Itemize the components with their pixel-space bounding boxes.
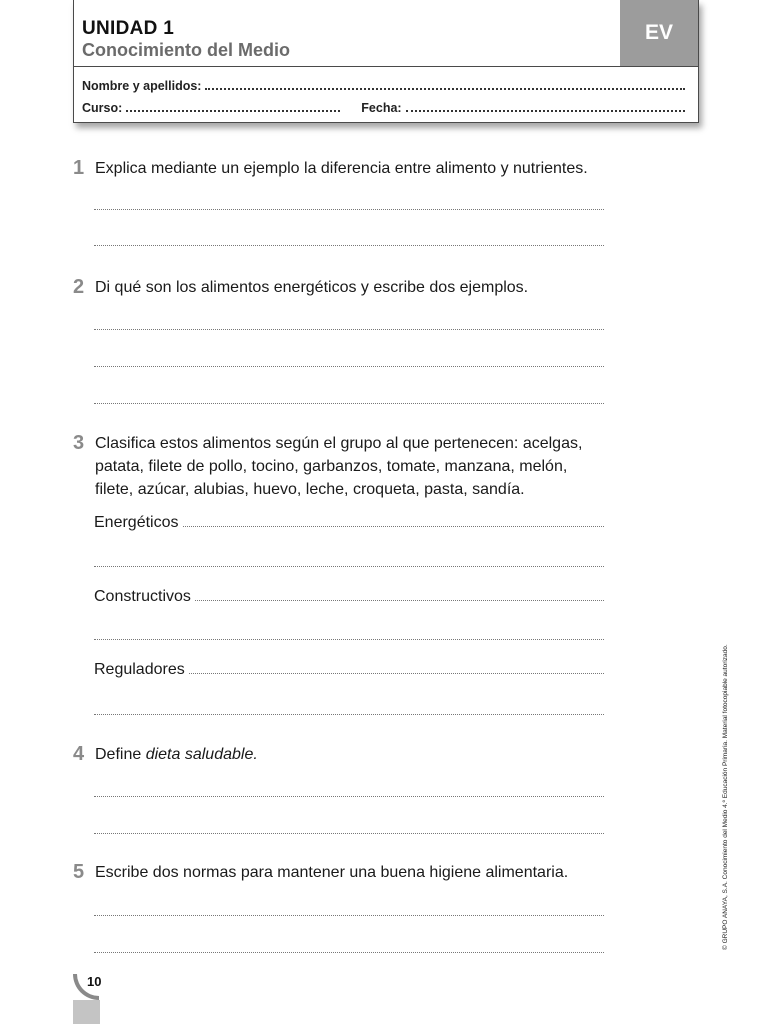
unit-title: UNIDAD 1 xyxy=(82,18,175,39)
constructivos-label: Constructivos xyxy=(94,588,191,605)
copyright-notice: © GRUPO ANAYA, S.A. Conocimiento del Medio 4.º Educación Primaria. Material fotocopiable autorizado. xyxy=(722,644,729,950)
date-fill-line[interactable] xyxy=(406,100,685,112)
reguladores-label: Reguladores xyxy=(94,661,185,678)
question-3 xyxy=(73,432,613,501)
question-text-line: patata, filete de pollo, tocino, garbanzos, tomate, manzana, melón, xyxy=(95,458,568,475)
answer-line[interactable] xyxy=(94,796,604,797)
question-2 xyxy=(73,276,613,299)
unit-subject: Conocimiento del Medio xyxy=(82,40,291,60)
name-fill-line[interactable] xyxy=(205,78,685,90)
question-text xyxy=(95,743,258,766)
name-label: Nombre y apellidos: xyxy=(82,79,202,93)
question-number: 3 xyxy=(73,432,85,454)
answer-line[interactable] xyxy=(94,639,604,640)
worksheet-header xyxy=(73,0,699,123)
course-label: Curso: xyxy=(82,101,123,115)
question-text-line: filete, azúcar, alubias, huevo, leche, croqueta, pasta, sandía. xyxy=(95,481,525,498)
course-fill-line[interactable] xyxy=(126,100,340,112)
energeticos-row[interactable] xyxy=(94,514,604,532)
question-number: 2 xyxy=(73,276,85,298)
answer-line[interactable] xyxy=(94,952,604,953)
answer-line[interactable] xyxy=(94,245,604,246)
question-text: Explica mediante un ejemplo la diferencia entre alimento y nutrientes. xyxy=(95,160,588,177)
answer-line[interactable] xyxy=(94,566,604,567)
question-5 xyxy=(73,861,613,884)
course-date-field xyxy=(82,100,688,115)
constructivos-row[interactable] xyxy=(94,588,604,606)
question-number: 1 xyxy=(73,157,85,179)
name-field[interactable] xyxy=(82,78,688,93)
question-number: 5 xyxy=(73,861,85,883)
energeticos-label: Energéticos xyxy=(94,514,179,531)
question-text: Escribe dos normas para mantener una buena higiene alimentaria. xyxy=(95,864,569,881)
answer-line[interactable] xyxy=(94,714,604,715)
question-number: 4 xyxy=(73,743,85,765)
question-1 xyxy=(73,157,613,180)
reguladores-row[interactable] xyxy=(94,661,604,679)
answer-line[interactable] xyxy=(94,915,604,916)
ev-badge: EV xyxy=(620,0,698,66)
answer-line[interactable] xyxy=(183,514,605,527)
answer-line[interactable] xyxy=(94,366,604,367)
question-text-italic: dieta saludable. xyxy=(145,746,258,763)
question-text: Di qué son los alimentos energéticos y escribe dos ejemplos. xyxy=(95,279,529,296)
answer-line[interactable] xyxy=(195,588,604,601)
question-text-line: Clasifica estos alimentos según el grupo al que pertenecen: acelgas, xyxy=(95,435,583,452)
question-text-prefix: Define xyxy=(95,746,146,763)
page-number: 10 xyxy=(87,974,102,989)
question-text xyxy=(95,432,582,501)
answer-line[interactable] xyxy=(94,209,604,210)
answer-line[interactable] xyxy=(189,661,604,674)
answer-line[interactable] xyxy=(94,329,604,330)
header-divider xyxy=(74,66,698,67)
question-4 xyxy=(73,743,613,766)
page-tab-block xyxy=(73,1000,100,1024)
date-label: Fecha: xyxy=(361,101,402,115)
answer-line[interactable] xyxy=(94,833,604,834)
answer-line[interactable] xyxy=(94,403,604,404)
